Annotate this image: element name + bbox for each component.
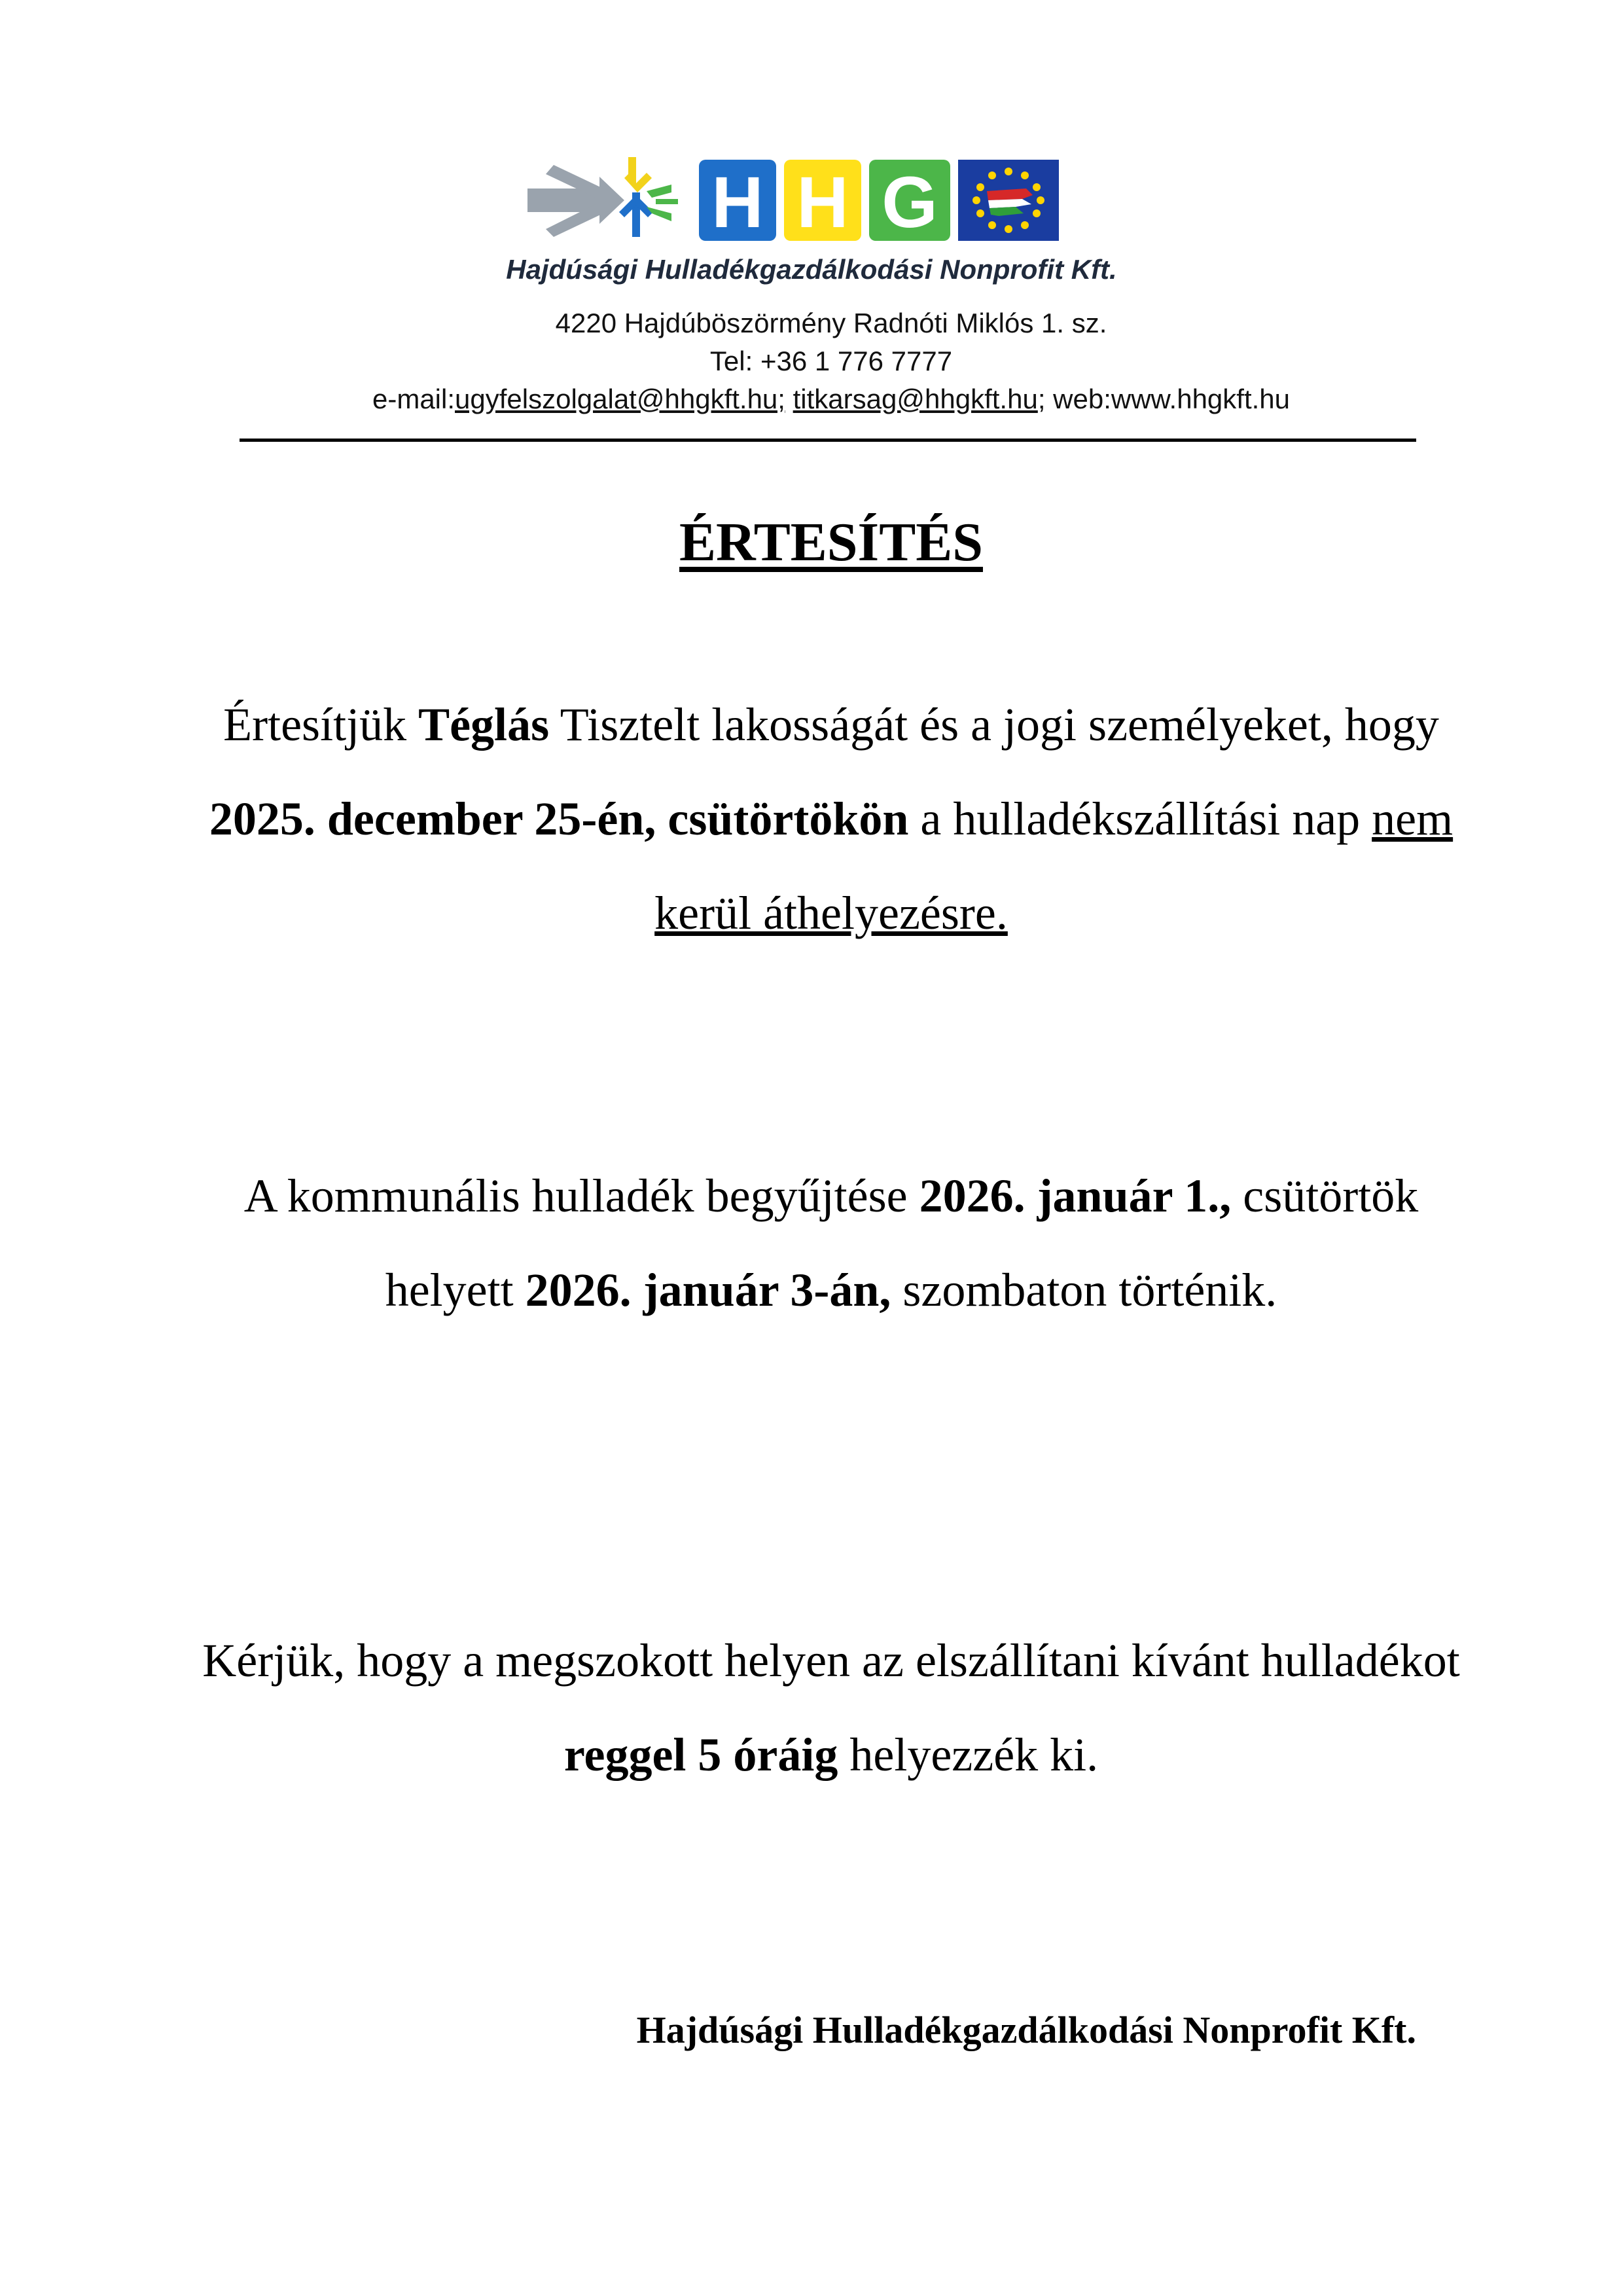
header-company-name: Hajdúsági Hulladékgazdálkodási Nonprofit Kft. [506, 254, 1117, 285]
eu-hungary-flag-icon [958, 160, 1059, 241]
signature: Hajdúsági Hulladékgazdálkodási Nonprofit Kft. [636, 2009, 1416, 2051]
p2-text-3: szombaton történik. [891, 1264, 1277, 1316]
logo-letter-g [869, 160, 950, 243]
notice-paragraph-2 [196, 1149, 1466, 1337]
p1-text-3: a hulladékszállítási nap [908, 793, 1372, 845]
p1-text-2: Tisztelt lakosságát és a jogi személyeket, hogy [549, 698, 1439, 751]
company-logo [527, 152, 1149, 246]
p3-text-2: helyezzék ki. [838, 1729, 1099, 1781]
notice-paragraph-3 [196, 1613, 1466, 1802]
email-label: e-mail: [372, 384, 455, 414]
email-link-customer-service[interactable]: ugyfelszolgalat@hhgkft.hu; [455, 384, 785, 414]
p2-original-date: 2026. január 1., [919, 1170, 1232, 1222]
notice-paragraph-1 [196, 677, 1466, 960]
header-contact [0, 384, 1623, 415]
logo-letter-h2 [784, 160, 861, 243]
page-title: ÉRTESÍTÉS [679, 512, 983, 573]
arrows-icon [527, 157, 678, 237]
header-divider [240, 439, 1416, 442]
p2-text-1: A kommunális hulladék begyűjtése [243, 1170, 919, 1222]
email-link-secretariat[interactable]: titkarsag@hhgkft.hu [793, 384, 1038, 414]
hhg-logo-graphic [527, 152, 1149, 246]
svg-text:G: G [882, 162, 938, 243]
p1-not-moved: nem kerül áthelyezésre. [654, 793, 1454, 939]
header-address: 4220 Hajdúböszörmény Radnóti Miklós 1. sz. [555, 308, 1107, 338]
p1-settlement: Téglás [418, 698, 550, 751]
p3-time: reggel 5 óráig [563, 1729, 838, 1781]
logo-letter-h1 [699, 160, 776, 243]
p1-date: 2025. december 25-én, csütörtökön [209, 793, 909, 845]
svg-text:H: H [796, 162, 849, 243]
web-address: ; web:www.hhgkft.hu [1037, 384, 1291, 414]
p2-text-2: csütörtök helyett [385, 1170, 1419, 1316]
p2-new-date: 2026. január 3-án, [525, 1264, 891, 1316]
svg-text:H: H [711, 162, 764, 243]
p1-text-1: Értesítjük [223, 698, 419, 751]
p3-text-1: Kérjük, hogy a megszokott helyen az elszállítani kívánt hulladékot [202, 1634, 1460, 1687]
header-phone: Tel: +36 1 776 7777 [709, 346, 953, 376]
